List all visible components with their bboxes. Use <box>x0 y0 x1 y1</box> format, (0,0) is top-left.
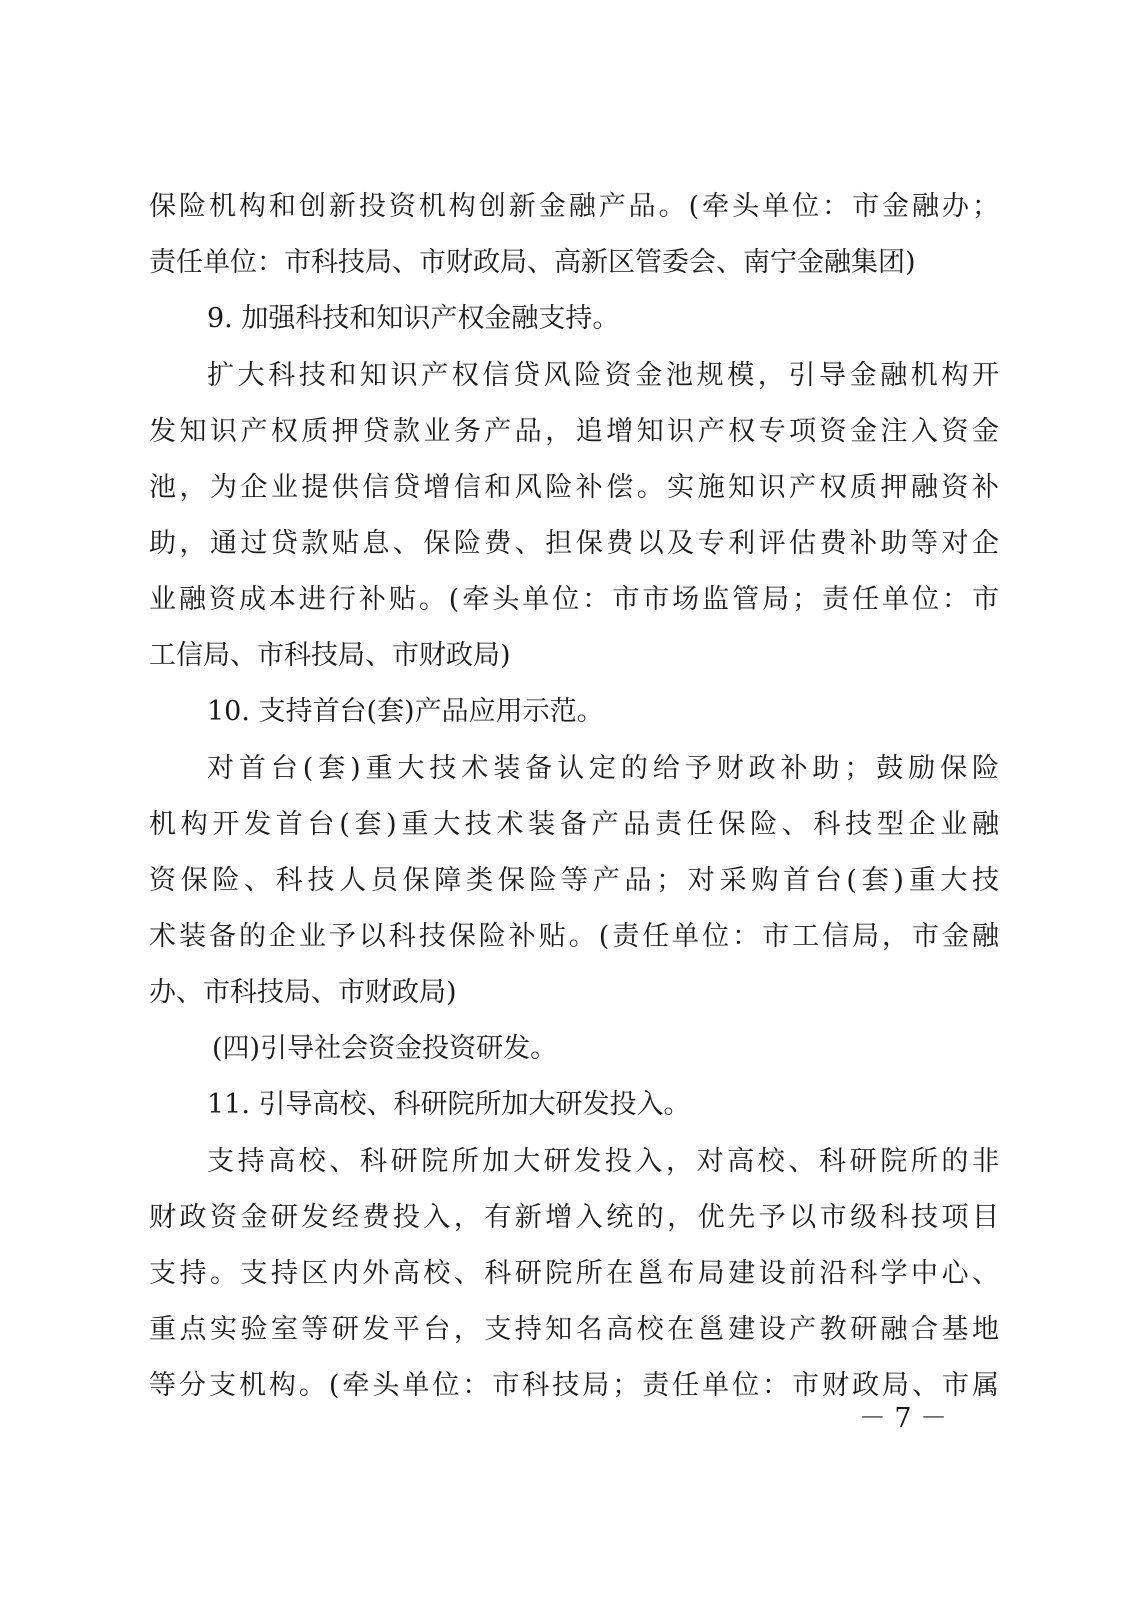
text-line: 财政资金研发经费投入，有新增入统的，优先予以市级科技项目 <box>149 1202 999 1233</box>
text-line: 支持。支持区内外高校、科研院所在邕布局建设前沿科学中心、 <box>149 1258 999 1289</box>
text-line: 保险机构和创新投资机构创新金融产品。(牵头单位：市金融办； <box>149 191 999 222</box>
text-line: 扩大科技和知识产权信贷风险资金池规模，引导金融机构开 <box>207 360 999 391</box>
text-line: 支持高校、科研院所加大研发投入，对高校、科研院所的非 <box>207 1146 999 1177</box>
text-line: 工信局、市科技局、市财政局) <box>149 640 511 671</box>
page-number: － 7 － <box>858 1403 948 1434</box>
text-line: 等分支机构。(牵头单位：市科技局；责任单位：市财政局、市属 <box>149 1370 999 1401</box>
text-line: 责任单位：市科技局、市财政局、高新区管委会、南宁金融集团) <box>149 247 916 278</box>
text-line: 对首台(套)重大技术装备认定的给予财政补助；鼓励保险 <box>207 753 999 784</box>
section-heading: 11. 引导高校、科研院所加大研发投入。 <box>207 1089 691 1120</box>
section-heading: 9. 加强科技和知识产权金融支持。 <box>207 303 620 334</box>
text-line: 重点实验室等研发平台，支持知名高校在邕建设产教研融合基地 <box>149 1314 999 1345</box>
text-line: 办、市科技局、市财政局) <box>149 977 457 1008</box>
text-line: 资保险、科技人员保障类保险等产品；对采购首台(套)重大技 <box>149 865 999 896</box>
text-line: 机构开发首台(套)重大技术装备产品责任保险、科技型企业融 <box>149 809 999 840</box>
text-line: 池，为企业提供信贷增信和风险补偿。实施知识产权质押融资补 <box>149 472 999 503</box>
text-line: 助，通过贷款贴息、保险费、担保费以及专利评估费补助等对企 <box>149 528 999 559</box>
section-heading: (四)引导社会资金投资研发。 <box>212 1033 558 1064</box>
text-line: 发知识产权质押贷款业务产品，追增知识产权专项资金注入资金 <box>149 416 999 447</box>
section-heading: 10. 支持首台(套)产品应用示范。 <box>207 696 604 727</box>
text-line: 术装备的企业予以科技保险补贴。(责任单位：市工信局，市金融 <box>149 921 999 952</box>
text-line: 业融资成本进行补贴。(牵头单位：市市场监管局；责任单位：市 <box>149 584 999 615</box>
